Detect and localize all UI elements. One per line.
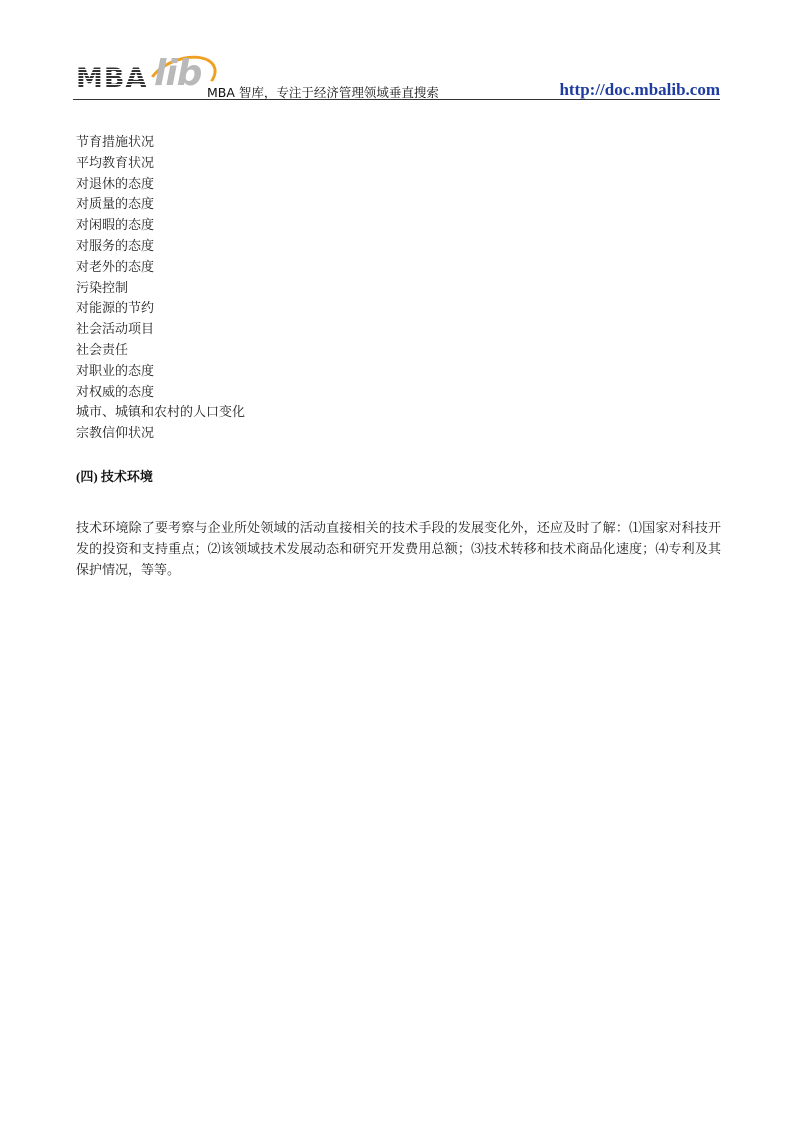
list-item: 节育措施状况 <box>76 135 155 150</box>
list-item: 对服务的态度 <box>76 238 155 254</box>
header-divider <box>73 99 720 100</box>
list-item: 平均教育状况 <box>76 155 155 171</box>
list-item: 对权威的态度 <box>76 384 155 400</box>
list-item: 城市、城镇和农村的人口变化 <box>76 405 246 421</box>
factor-list <box>76 133 245 445</box>
logo-mba-text: MBA <box>76 63 148 94</box>
logo-lib-text: lib <box>154 53 202 94</box>
list-item: 社会责任 <box>76 342 129 358</box>
list-item: 宗教信仰状况 <box>76 426 155 442</box>
list-item: 对能源的节约 <box>76 301 155 317</box>
list-item: 对老外的态度 <box>76 259 155 275</box>
list-item: 污染控制 <box>76 280 129 296</box>
list-item: 社会活动项目 <box>76 322 155 338</box>
list-item: 对退休的态度 <box>76 176 155 192</box>
section-paragraph: 技术环境除了要考察与企业所处领域的活动直接相关的技术手段的发展变化外，还应及时了解：⑴国家对科技开发的投资和支持重点；⑵该领域技术发展动态和研究开发费用总额；⑶技术转移和技术商品化速度；⑷专利及其保护情况，等等。 <box>76 521 721 578</box>
page-header <box>73 52 720 100</box>
section-heading: (四) 技术环境 <box>76 469 153 484</box>
list-item: 对质量的态度 <box>76 197 155 213</box>
list-item: 对职业的态度 <box>76 363 155 379</box>
header-tagline: MBA 智库，专注于经济管理领域垂直搜索 <box>207 85 439 100</box>
header-url-link[interactable]: http://doc.mbalib.com <box>559 80 720 99</box>
mbalib-logo <box>76 53 212 96</box>
list-item: 对闲暇的态度 <box>76 218 155 234</box>
